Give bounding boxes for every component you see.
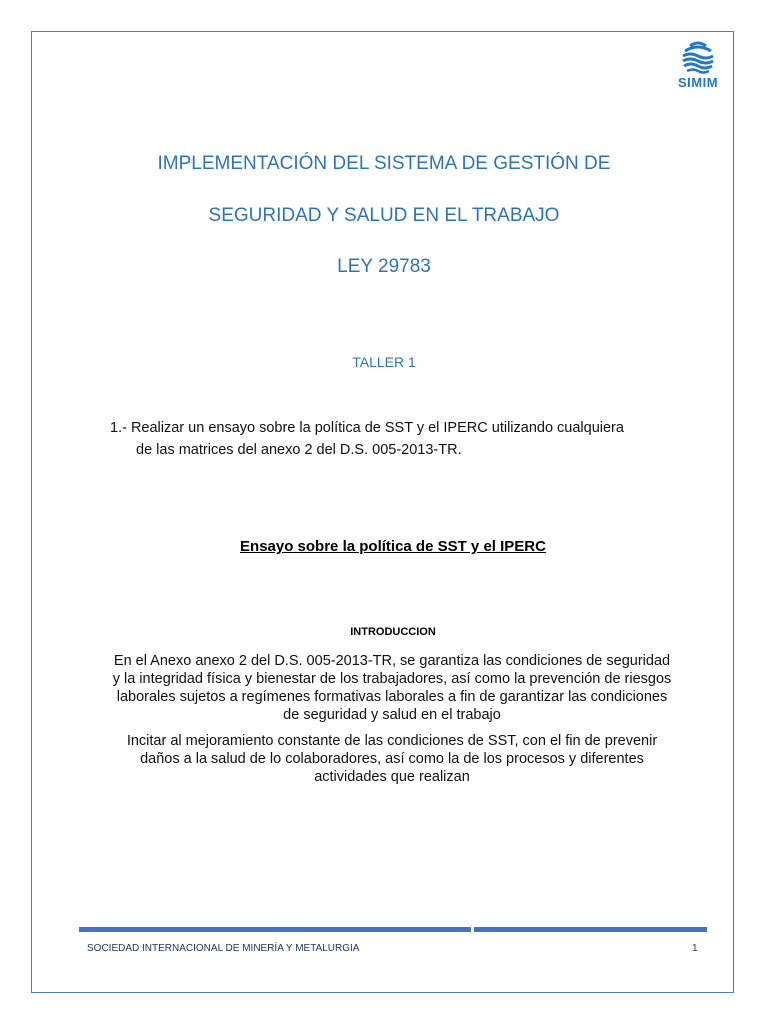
footer-divider-left — [79, 927, 471, 932]
page-border — [31, 31, 734, 993]
workshop-label: TALLER 1 — [352, 354, 416, 370]
title-line-2: SEGURIDAD Y SALUD EN EL TRABAJO — [208, 205, 560, 226]
logo-text: SIMIM — [677, 75, 719, 90]
task-line-2: de las matrices del anexo 2 del D.S. 005-2013-TR. — [136, 442, 462, 458]
introduction-heading: INTRODUCCION — [350, 626, 436, 638]
company-logo — [672, 40, 724, 92]
title-line-3: LEY 29783 — [337, 256, 431, 277]
intro-paragraph-1: En el Anexo anexo 2 del D.S. 005-2013-TR, se garantiza las condiciones de seguridad y la integridad física y bienestar de los trabajadores, así como la prevención de riesgos laborales sujetos a regímenes formativas laborales a fin de garantizar las condiciones de seguridad y salud en el trabajo — [112, 653, 672, 723]
essay-heading: Ensayo sobre la política de SST y el IPERC — [240, 538, 546, 555]
footer-divider-right — [474, 927, 707, 932]
intro-paragraph-2: Incitar al mejoramiento constante de las condiciones de SST, con el fin de prevenir daños a la salud de lo colaboradores, así como la de los procesos y diferentes actividades que realizan — [126, 733, 658, 785]
task-instructions — [110, 417, 690, 461]
footer-company-name: SOCIEDAD INTERNACIONAL DE MINERÍA Y METALURGIA — [87, 943, 360, 954]
page-number: 1 — [692, 943, 698, 954]
simim-wave-logo-icon — [672, 40, 724, 74]
title-line-1: IMPLEMENTACIÓN DEL SISTEMA DE GESTIÓN DE — [157, 153, 611, 174]
task-line-1: 1.- Realizar un ensayo sobre la política de SST y el IPERC utilizando cualquiera — [110, 420, 624, 436]
